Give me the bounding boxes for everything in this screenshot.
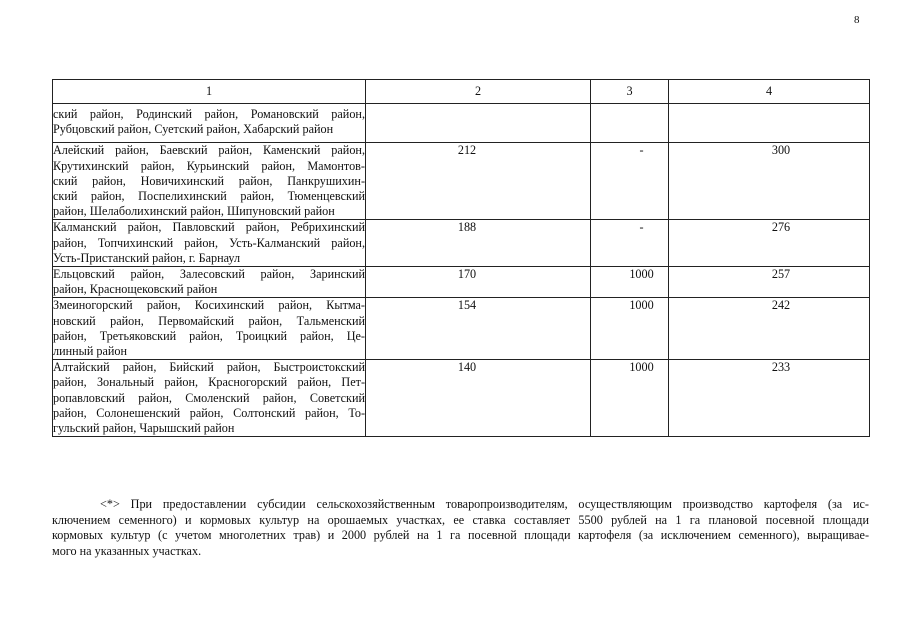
footnote	[52, 497, 869, 559]
district-text-line: Рубцовский район, Суетский район, Хабарский район	[53, 122, 334, 137]
rate-cell-col4: 242	[669, 298, 870, 360]
table-row	[53, 298, 870, 360]
district-text-line: Алтайский район, Бийский район, Быстроистокский	[53, 360, 365, 375]
district-text-line: Змеиногорский район, Косихинский район, Кытма-	[53, 298, 365, 313]
district-text-line: Усть-Пристанский район, г. Барнаул	[53, 250, 241, 265]
rate-cell-col3	[591, 104, 669, 143]
header-cell-2: 2	[366, 80, 591, 104]
header-cell-4: 4	[669, 80, 870, 104]
footnote-line: ключением семенного) и кормовых культур на орошаемых участках, ее ставка составляет 5500 рублей на 1 га плановой посевной площади	[52, 512, 869, 527]
table-header-row	[53, 80, 870, 104]
footnote-line: мого на указанных участках.	[52, 543, 202, 558]
rate-cell-col2: 188	[366, 220, 591, 267]
rate-cell-col4: 233	[669, 360, 870, 437]
district-text-line: район, Краснощековский район	[53, 282, 218, 297]
rate-cell-col3: 1000	[591, 360, 669, 437]
districts-cell	[53, 104, 366, 143]
districts-cell	[53, 298, 366, 360]
rate-cell-col3: 1000	[591, 298, 669, 360]
rate-cell-col4	[669, 104, 870, 143]
district-text-line: район, Топчихинский район, Усть-Калманский район,	[53, 235, 365, 250]
district-text-line: район, Зональный район, Красногорский район, Пет-	[53, 375, 365, 390]
table-row	[53, 220, 870, 267]
district-text-line: Калманский район, Павловский район, Ребрихинский	[53, 220, 365, 235]
header-cell-3: 3	[591, 80, 669, 104]
rate-cell-col2: 154	[366, 298, 591, 360]
rate-cell-col3: -	[591, 220, 669, 267]
district-text-line: гульский район, Чарышский район	[53, 421, 235, 436]
district-text-line: ский район, Новичихинский район, Панкрушихин-	[53, 173, 365, 188]
table-row	[53, 360, 870, 437]
table-row	[53, 267, 870, 298]
district-text-line: ский район, Родинский район, Романовский район,	[53, 107, 365, 121]
page-number: 8	[854, 14, 860, 26]
rate-cell-col4: 276	[669, 220, 870, 267]
table-row	[53, 143, 870, 220]
subsidy-rates-table	[52, 79, 870, 437]
district-text-line: Ельцовский район, Залесовский район, Заринский	[53, 267, 365, 282]
district-text-line: линный район	[53, 344, 128, 359]
districts-cell	[53, 143, 366, 220]
table-row	[53, 104, 870, 143]
footnote-line: <*> При предоставлении субсидии сельскохозяйственным товаропроизводителям, осуществляющим производство картофеля (за ис-	[100, 497, 869, 511]
district-text-line: Алейский район, Баевский район, Каменский район,	[53, 143, 365, 158]
rate-cell-col2: 140	[366, 360, 591, 437]
rate-cell-col4: 257	[669, 267, 870, 298]
rate-cell-col4: 300	[669, 143, 870, 220]
footnote-line: кормовых культур (с учетом многолетних трав) и 2000 рублей на 1 га посевной площади картофеля (за исключением семенного), выращивае-	[52, 528, 869, 543]
district-text-line: ропавловский район, Смоленский район, Советский	[53, 390, 365, 405]
districts-cell	[53, 220, 366, 267]
rate-cell-col3: -	[591, 143, 669, 220]
header-cell-1: 1	[53, 80, 366, 104]
rate-cell-col2	[366, 104, 591, 143]
districts-cell	[53, 267, 366, 298]
district-text-line: район, Солонешенский район, Солтонский район, То-	[53, 405, 365, 420]
rate-cell-col3: 1000	[591, 267, 669, 298]
district-text-line: ский район, Поспелихинский район, Тюменцевский	[53, 189, 365, 204]
rate-cell-col2: 212	[366, 143, 591, 220]
rate-cell-col2: 170	[366, 267, 591, 298]
district-text-line: район, Шелаболихинский район, Шипуновский район	[53, 204, 335, 219]
district-text-line: район, Третьяковский район, Троицкий район, Це-	[53, 328, 365, 343]
district-text-line: новский район, Первомайский район, Тальменский	[53, 313, 365, 328]
district-text-line: Крутихинский район, Курьинский район, Мамонтов-	[53, 158, 365, 173]
districts-cell	[53, 360, 366, 437]
